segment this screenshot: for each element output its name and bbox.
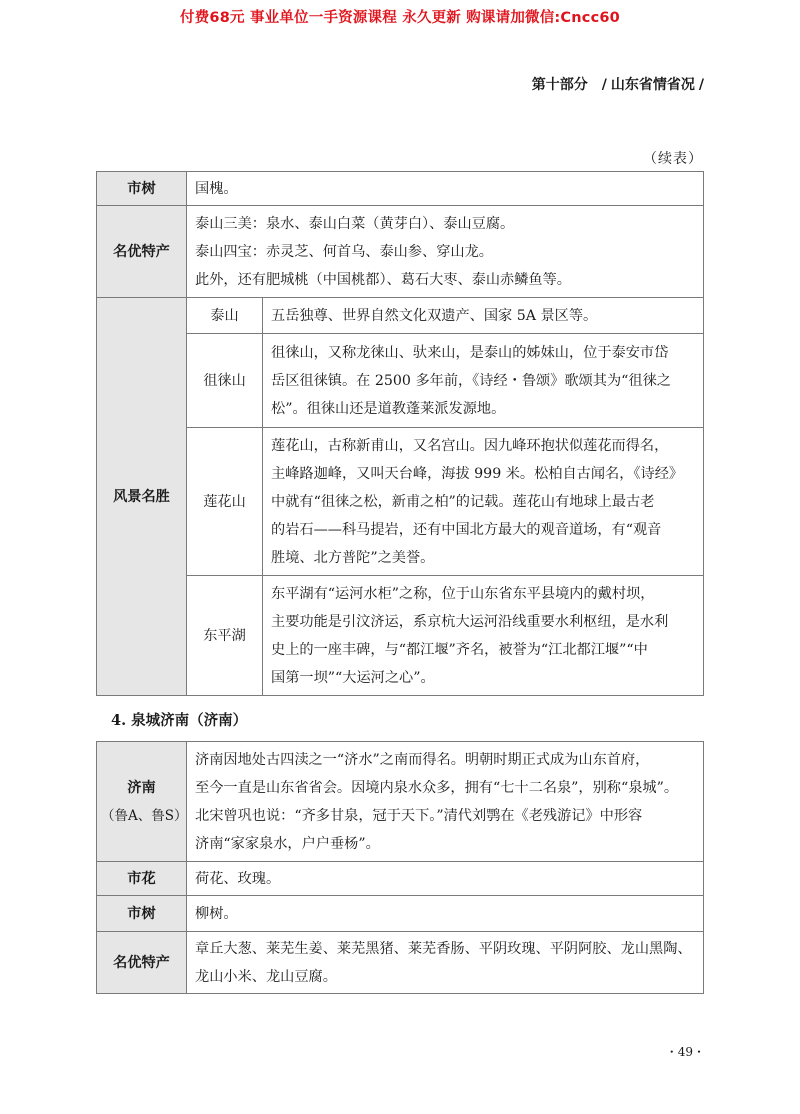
table-row bbox=[97, 334, 704, 428]
city-tree-value: 国槐。 bbox=[187, 172, 704, 206]
text-line: 莲花山，古称新甫山，又名宫山。因九峰环抱状似莲花而得名， bbox=[271, 437, 669, 454]
header-separator: / bbox=[601, 77, 607, 93]
table-row bbox=[97, 896, 704, 932]
jinan-table bbox=[96, 741, 704, 994]
city-desc bbox=[187, 742, 704, 862]
text-line: 至今一直是山东省省会。因境内泉水众多，拥有“七十二名泉”，别称“泉城”。 bbox=[195, 779, 679, 796]
table-row bbox=[97, 298, 704, 334]
running-header bbox=[532, 74, 704, 94]
scenery-label: 风景名胜 bbox=[97, 298, 187, 696]
text-line: 章丘大葱、莱芜生姜、莱芜黑猪、莱芜香肠、平阴玫瑰、平阴阿胶、龙山黑陶、 bbox=[195, 940, 692, 957]
text-line: 松”。徂徕山还是道教蓬莱派发源地。 bbox=[271, 400, 506, 417]
header-title: 山东省情省况 bbox=[610, 77, 695, 93]
city-flower-label: 市花 bbox=[97, 862, 187, 896]
text-line: 胜境、北方普陀”之美誉。 bbox=[271, 549, 435, 566]
text-line: 龙山小米、龙山豆腐。 bbox=[195, 968, 337, 985]
city-plate-codes: （鲁A、鲁S） bbox=[101, 807, 188, 824]
text-line: 济南“家家泉水，户户垂杨”。 bbox=[195, 835, 380, 852]
table-row bbox=[97, 862, 704, 896]
text-line: 济南因地处古四渎之一“济水”之南而得名。明朝时期正式成为山东首府， bbox=[195, 751, 650, 768]
table-row bbox=[97, 172, 704, 206]
watermark-banner: 付费68元 事业单位一手资源课程 永久更新 购课请加微信:Cncc60 bbox=[180, 10, 620, 26]
city-label bbox=[97, 742, 187, 862]
scenery-name: 莲花山 bbox=[187, 428, 263, 576]
specialty-value bbox=[187, 206, 704, 298]
text-line: 泰山三美：泉水、泰山白菜（黄芽白）、泰山豆腐。 bbox=[195, 215, 515, 232]
taian-table bbox=[96, 171, 704, 696]
table-row bbox=[97, 206, 704, 298]
text-line: 岳区徂徕镇。在 2500 多年前，《诗经・鲁颂》歌颂其为“徂徕之 bbox=[271, 372, 671, 389]
text-line: 的岩石——科马提岩，还有中国北方最大的观音道场，有“观音 bbox=[271, 521, 662, 538]
text-line: 国第一坝”“大运河之心”。 bbox=[271, 669, 435, 686]
specialty-label: 名优特产 bbox=[97, 206, 187, 298]
table-row bbox=[97, 428, 704, 576]
city-name: 济南 bbox=[127, 779, 156, 796]
scenery-name: 东平湖 bbox=[187, 576, 263, 696]
scenery-name: 徂徕山 bbox=[187, 334, 263, 428]
text-line: 史上的一座丰碑，与“都江堰”齐名，被誉为“江北都江堰”“中 bbox=[271, 641, 648, 658]
page-number: ・49・ bbox=[665, 1045, 705, 1059]
continued-label: （续表） bbox=[643, 151, 703, 167]
city-flower-value: 荷花、玫瑰。 bbox=[187, 862, 704, 896]
scenery-desc bbox=[263, 428, 704, 576]
scenery-desc bbox=[263, 576, 704, 696]
table-row bbox=[97, 742, 704, 862]
section-heading: 4. 泉城济南（济南） bbox=[111, 712, 248, 729]
text-line: 主峰路迦峰，又叫天台峰，海拔 999 米。松柏自古闻名，《诗经》 bbox=[271, 465, 684, 482]
specialty-label: 名优特产 bbox=[97, 932, 187, 994]
text-line: 此外，还有肥城桃（中国桃都）、葛石大枣、泰山赤鳞鱼等。 bbox=[195, 271, 571, 288]
text-line: 徂徕山，又称龙徕山、驮来山，是泰山的姊妹山，位于泰安市岱 bbox=[271, 344, 669, 361]
text-line: 五岳独尊、世界自然文化双遗产、国家 5A 景区等。 bbox=[271, 307, 598, 324]
city-tree-value: 柳树。 bbox=[187, 896, 704, 932]
specialty-value bbox=[187, 932, 704, 994]
scenery-desc bbox=[263, 334, 704, 428]
table-row bbox=[97, 576, 704, 696]
text-line: 主要功能是引汶济运，系京杭大运河沿线重要水利枢纽，是水利 bbox=[271, 613, 669, 630]
header-end: / bbox=[698, 77, 704, 93]
scenery-name: 泰山 bbox=[187, 298, 263, 334]
header-part: 第十部分 bbox=[531, 77, 588, 93]
text-line: 东平湖有“运河水柜”之称，位于山东省东平县境内的戴村坝， bbox=[271, 585, 655, 602]
scenery-desc bbox=[263, 298, 704, 334]
text-line: 北宋曾巩也说：“齐多甘泉，冠于天下。”清代刘鹗在《老残游记》中形容 bbox=[195, 807, 643, 824]
city-tree-label: 市树 bbox=[97, 896, 187, 932]
city-tree-label: 市树 bbox=[97, 172, 187, 206]
table-row bbox=[97, 932, 704, 994]
text-line: 泰山四宝：赤灵芝、何首乌、泰山参、穿山龙。 bbox=[195, 243, 493, 260]
text-line: 中就有“徂徕之松，新甫之柏”的记载。莲花山有地球上最古老 bbox=[271, 493, 655, 510]
